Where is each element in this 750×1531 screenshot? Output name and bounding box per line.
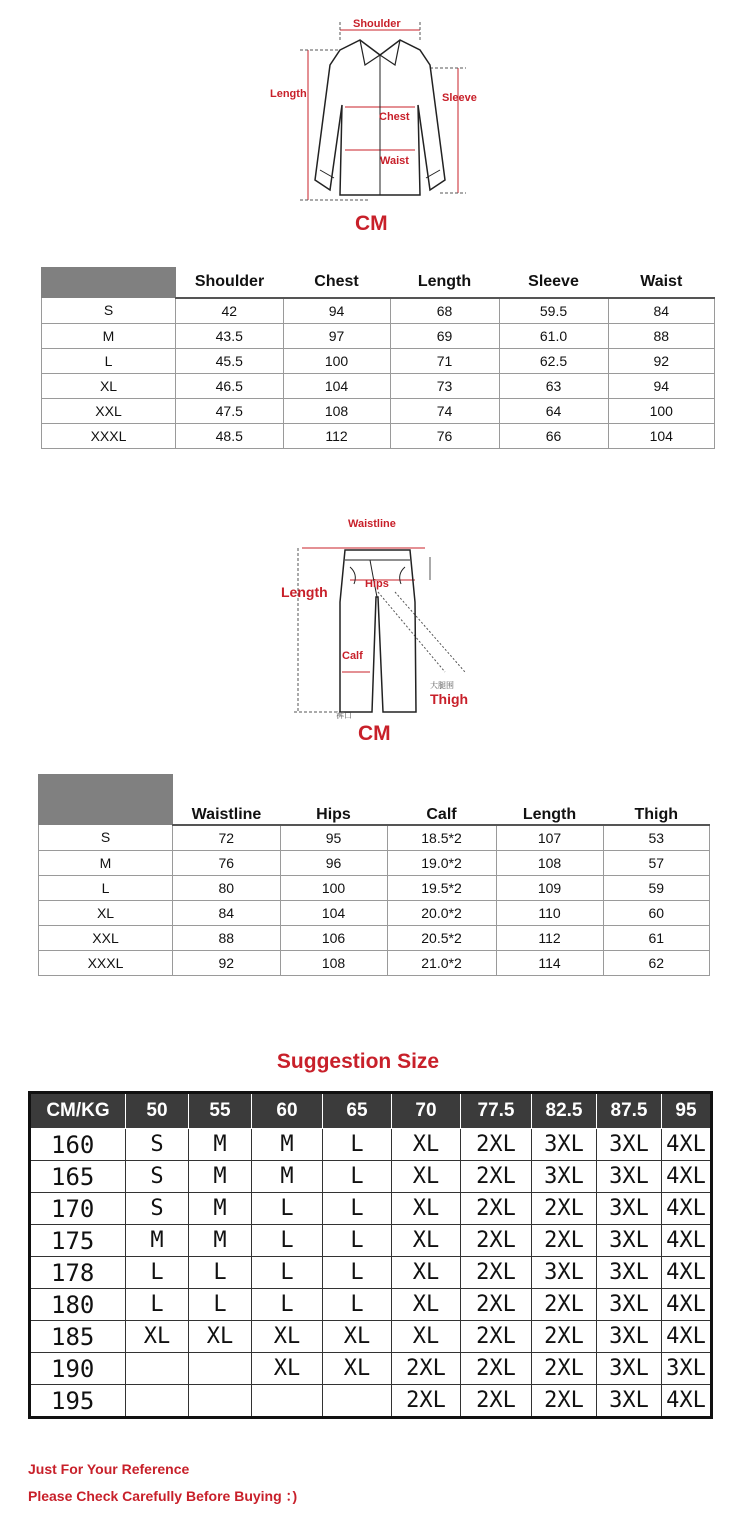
shirt-table-header [42,268,715,298]
header-cell: 60 [252,1093,323,1129]
size-cell: L [42,348,176,373]
size-cell: L [126,1257,189,1289]
table-row [39,950,710,975]
size-cell: 2XL [461,1161,532,1193]
check-note: Please Check Carefully Before Buying ：) [28,1488,298,1504]
size-cell: 4XL [662,1289,712,1321]
size-cell: L [323,1129,392,1161]
size-cell: L [323,1193,392,1225]
length-label: Length [270,88,307,100]
size-cell: XXXL [39,950,173,975]
size-cell: 4XL [662,1193,712,1225]
header-cell: Chest [283,268,390,298]
size-cell: 2XL [461,1289,532,1321]
value-cell: 88 [173,925,281,950]
value-cell: 20.5*2 [387,925,496,950]
size-cell: 2XL [461,1321,532,1353]
size-cell: S [42,298,176,324]
value-cell: 110 [496,900,603,925]
suggestion-row [30,1257,712,1289]
suggestion-row [30,1353,712,1385]
header-cell: Calf [387,775,496,825]
size-cell: 2XL [461,1193,532,1225]
height-cell: 170 [30,1193,126,1225]
suggestion-row [30,1225,712,1257]
size-cell: XL [323,1353,392,1385]
size-cell: M [42,323,176,348]
size-cell: 4XL [662,1257,712,1289]
size-cell: 3XL [597,1289,662,1321]
size-cell: L [252,1193,323,1225]
suggestion-row [30,1289,712,1321]
shoulder-label: Shoulder [353,18,401,30]
value-cell: 104 [283,373,390,398]
height-cell: 195 [30,1385,126,1418]
size-cell: XL [392,1257,461,1289]
size-cell: 2XL [461,1353,532,1385]
pants-unit-label: CM [358,722,391,745]
value-cell: 109 [496,875,603,900]
table-row [42,298,715,324]
value-cell: 72 [173,825,281,851]
size-cell: 2XL [461,1129,532,1161]
header-cell: Waist [608,268,715,298]
size-cell [323,1385,392,1418]
size-cell: XL [323,1321,392,1353]
size-cell: M [39,850,173,875]
size-cell: XL [42,373,176,398]
table-row [42,323,715,348]
table-row [39,925,710,950]
shirt-illustration [260,10,500,210]
suggestion-table [28,1091,713,1419]
size-cell: XXL [42,398,176,423]
value-cell: 71 [390,348,499,373]
header-cell: 70 [392,1093,461,1129]
size-cell [252,1385,323,1418]
sleeve-label: Sleeve [442,92,477,104]
size-cell: S [126,1161,189,1193]
size-cell: 2XL [392,1353,461,1385]
size-cell: 2XL [461,1257,532,1289]
value-cell: 60 [603,900,710,925]
value-cell: 74 [390,398,499,423]
table-row [39,900,710,925]
header-blank [42,268,176,298]
pants-size-table [38,774,710,976]
value-cell: 107 [496,825,603,851]
height-cell: 160 [30,1129,126,1161]
value-cell: 62 [603,950,710,975]
size-cell [126,1353,189,1385]
shirt-size-table [41,267,715,449]
size-cell: L [323,1225,392,1257]
size-cell: S [126,1193,189,1225]
value-cell: 61.0 [499,323,608,348]
waistline-label: Waistline [348,518,396,530]
table-row [39,875,710,900]
size-cell: 3XL [597,1385,662,1418]
thigh-cn-label: 大腿围 [430,681,454,690]
size-cell: 3XL [532,1161,597,1193]
suggestion-title: Suggestion Size [276,1050,440,1073]
value-cell: 104 [608,423,715,448]
size-cell: L [126,1289,189,1321]
value-cell: 112 [496,925,603,950]
size-cell: 3XL [597,1257,662,1289]
size-cell: 3XL [532,1257,597,1289]
hips-label: Hips [365,578,389,590]
size-cell: XL [392,1161,461,1193]
table-row [39,850,710,875]
value-cell: 106 [280,925,387,950]
size-cell: 3XL [532,1129,597,1161]
value-cell: 46.5 [176,373,284,398]
size-cell: 4XL [662,1129,712,1161]
size-cell: L [189,1289,252,1321]
size-cell: 4XL [662,1225,712,1257]
value-cell: 45.5 [176,348,284,373]
size-cell: XL [392,1225,461,1257]
size-cell: 2XL [532,1193,597,1225]
height-cell: 185 [30,1321,126,1353]
header-cell: Length [496,775,603,825]
header-cell: 87.5 [597,1093,662,1129]
pants-figure [270,512,490,722]
hem-cn-label: 裤口 [336,711,352,720]
value-cell: 19.0*2 [387,850,496,875]
value-cell: 66 [499,423,608,448]
size-cell: 2XL [532,1385,597,1418]
size-cell: M [252,1129,323,1161]
value-cell: 84 [608,298,715,324]
header-cell: Shoulder [176,268,284,298]
size-cell [189,1385,252,1418]
value-cell: 59.5 [499,298,608,324]
size-cell: L [189,1257,252,1289]
size-cell: 3XL [597,1129,662,1161]
shirt-unit-label: CM [355,212,388,235]
value-cell: 76 [173,850,281,875]
size-cell: 2XL [532,1321,597,1353]
value-cell: 73 [390,373,499,398]
suggestion-header [30,1093,712,1129]
size-cell: 2XL [461,1385,532,1418]
size-cell: 2XL [532,1225,597,1257]
value-cell: 104 [280,900,387,925]
thigh-label: Thigh [430,691,469,707]
size-cell: 2XL [461,1225,532,1257]
size-cell: M [126,1225,189,1257]
suggestion-row [30,1129,712,1161]
size-cell: M [189,1225,252,1257]
value-cell: 84 [173,900,281,925]
size-cell: S [39,825,173,851]
size-cell: 3XL [662,1353,712,1385]
table-row [42,348,715,373]
size-cell: 4XL [662,1385,712,1418]
size-cell: L [39,875,173,900]
waist-label: Waist [380,155,409,167]
value-cell: 100 [283,348,390,373]
value-cell: 112 [283,423,390,448]
size-cell: L [252,1289,323,1321]
chest-label: Chest [379,111,410,123]
value-cell: 19.5*2 [387,875,496,900]
size-cell [189,1353,252,1385]
value-cell: 76 [390,423,499,448]
table-row [42,398,715,423]
value-cell: 48.5 [176,423,284,448]
value-cell: 18.5*2 [387,825,496,851]
value-cell: 96 [280,850,387,875]
value-cell: 61 [603,925,710,950]
shirt-figure [260,10,500,210]
size-cell: 2XL [532,1289,597,1321]
value-cell: 42 [176,298,284,324]
header-cell: Length [390,268,499,298]
header-cell: Hips [280,775,387,825]
value-cell: 97 [283,323,390,348]
height-cell: 180 [30,1289,126,1321]
length-label: Length [281,584,328,600]
size-cell: L [252,1225,323,1257]
value-cell: 100 [608,398,715,423]
suggestion-row [30,1161,712,1193]
value-cell: 68 [390,298,499,324]
header-cell: 82.5 [532,1093,597,1129]
size-cell: XL [126,1321,189,1353]
size-cell: M [189,1129,252,1161]
height-cell: 178 [30,1257,126,1289]
suggestion-row [30,1385,712,1418]
value-cell: 92 [608,348,715,373]
size-cell: XL [252,1321,323,1353]
value-cell: 100 [280,875,387,900]
size-cell: XL [392,1321,461,1353]
value-cell: 43.5 [176,323,284,348]
size-cell [126,1385,189,1418]
table-row [39,825,710,851]
size-cell: 2XL [532,1353,597,1385]
height-cell: 175 [30,1225,126,1257]
height-cell: 165 [30,1161,126,1193]
pants-table-header [39,775,710,825]
header-cell: 77.5 [461,1093,532,1129]
size-cell: XL [39,900,173,925]
value-cell: 94 [608,373,715,398]
height-cell: 190 [30,1353,126,1385]
header-cell: 55 [189,1093,252,1129]
size-cell: 3XL [597,1193,662,1225]
value-cell: 59 [603,875,710,900]
value-cell: 47.5 [176,398,284,423]
value-cell: 92 [173,950,281,975]
value-cell: 69 [390,323,499,348]
size-cell: 3XL [597,1225,662,1257]
size-cell: 4XL [662,1321,712,1353]
size-cell: L [323,1257,392,1289]
value-cell: 57 [603,850,710,875]
value-cell: 95 [280,825,387,851]
size-cell: L [323,1161,392,1193]
header-blank [39,775,173,825]
size-cell: 3XL [597,1353,662,1385]
size-cell: L [252,1257,323,1289]
header-cell: Sleeve [499,268,608,298]
size-cell: XL [252,1353,323,1385]
calf-label: Calf [342,650,363,662]
value-cell: 114 [496,950,603,975]
table-row [42,373,715,398]
header-cell: 65 [323,1093,392,1129]
size-cell: M [189,1193,252,1225]
value-cell: 21.0*2 [387,950,496,975]
size-cell: M [189,1161,252,1193]
size-cell: 3XL [597,1161,662,1193]
header-cell: 95 [662,1093,712,1129]
value-cell: 64 [499,398,608,423]
reference-note: Just For Your Reference [28,1461,190,1477]
size-cell: 4XL [662,1161,712,1193]
size-cell: 3XL [597,1321,662,1353]
size-cell: 2XL [392,1385,461,1418]
header-cell: Waistline [173,775,281,825]
size-cell: S [126,1129,189,1161]
value-cell: 108 [280,950,387,975]
size-cell: XXL [39,925,173,950]
value-cell: 80 [173,875,281,900]
value-cell: 53 [603,825,710,851]
value-cell: 94 [283,298,390,324]
value-cell: 108 [283,398,390,423]
size-cell: XXXL [42,423,176,448]
value-cell: 62.5 [499,348,608,373]
value-cell: 108 [496,850,603,875]
header-cell: CM/KG [30,1093,126,1129]
table-row [42,423,715,448]
value-cell: 88 [608,323,715,348]
size-cell: XL [392,1129,461,1161]
size-cell: XL [392,1289,461,1321]
size-cell: L [323,1289,392,1321]
size-cell: M [252,1161,323,1193]
header-cell: Thigh [603,775,710,825]
suggestion-row [30,1321,712,1353]
value-cell: 63 [499,373,608,398]
value-cell: 20.0*2 [387,900,496,925]
header-cell: 50 [126,1093,189,1129]
size-cell: XL [392,1193,461,1225]
suggestion-row [30,1193,712,1225]
size-cell: XL [189,1321,252,1353]
